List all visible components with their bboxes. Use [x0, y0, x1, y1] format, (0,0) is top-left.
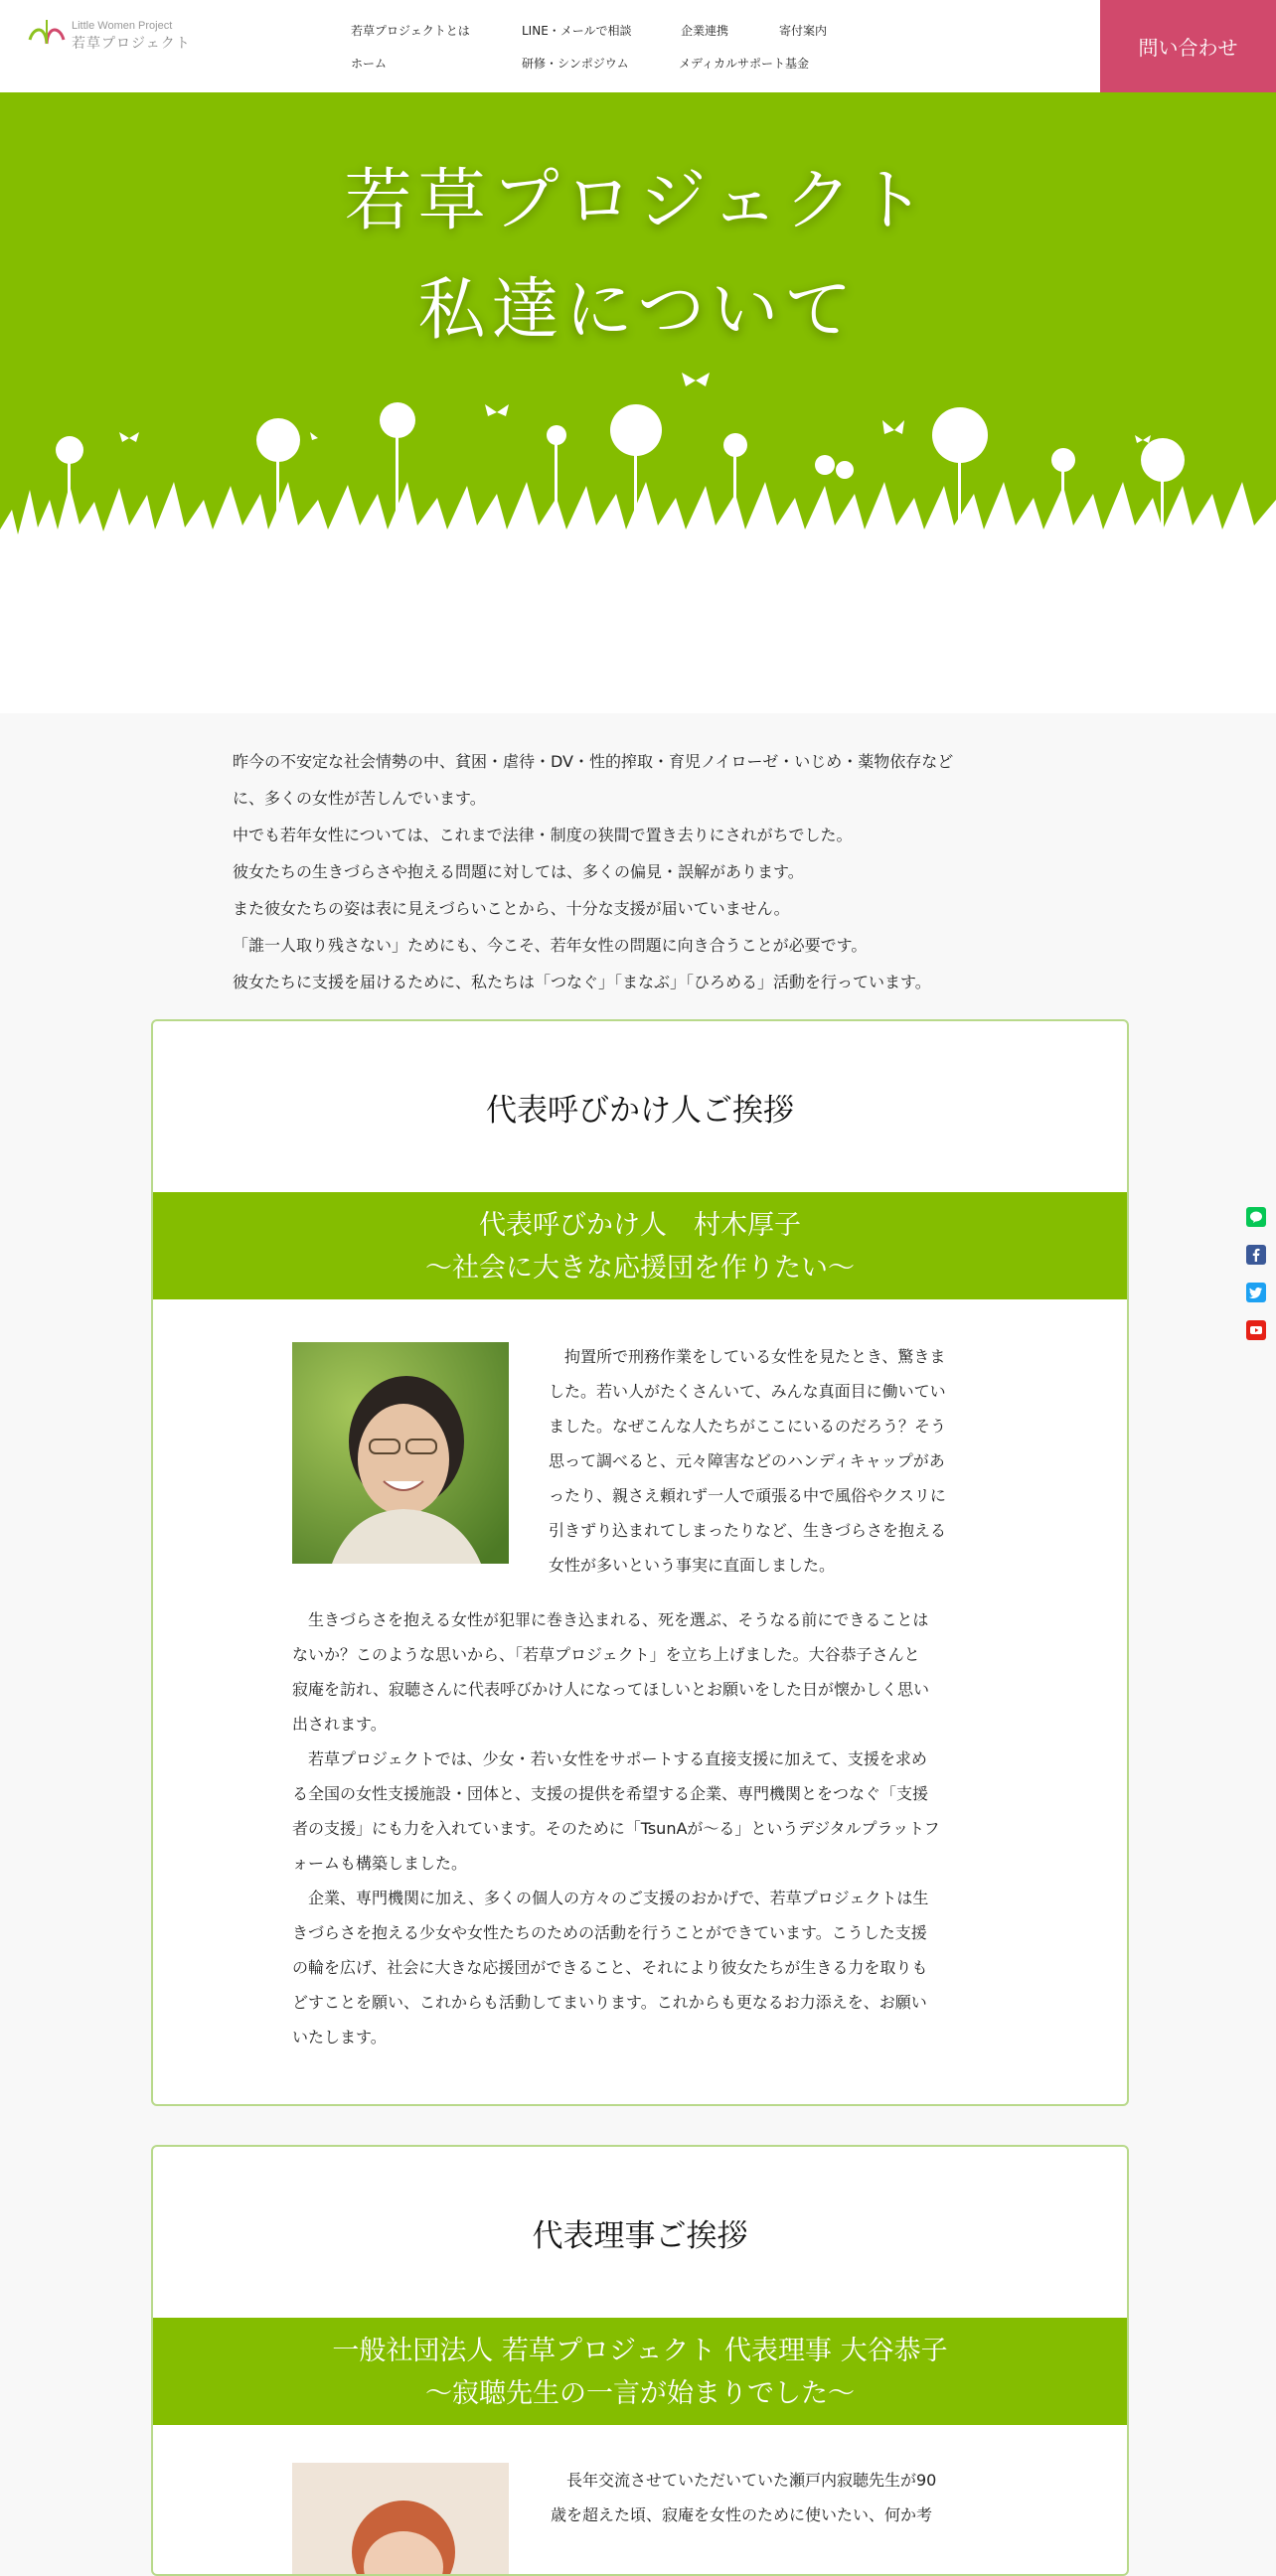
greeting-card-chair: [151, 2145, 1129, 2576]
youtube-share-icon[interactable]: [1246, 1320, 1266, 1340]
greeting-card-founder: [151, 1019, 1129, 2106]
line-share-icon[interactable]: [1246, 1207, 1266, 1227]
band-title-line1: 代表呼びかけ人 村木厚子: [479, 1210, 801, 1241]
greeting-line: 引きずり込まれてしまったりなど、生きづらさを抱える: [549, 1521, 947, 1540]
greeting-line: いたします。: [292, 2028, 387, 2046]
greeting-intro-text: [549, 1339, 986, 1583]
greeting-line: した。若い人がたくさんいて、みんな真面目に働いてい: [549, 1382, 946, 1401]
intro-line: 中でも若年女性については、これまで法律・制度の狭間で置き去りにされがちでした。: [233, 826, 853, 844]
greeting-line: 者の支援」にも力を入れています。そのために「TsunAが～る」というデジタルプラットフ: [292, 1819, 940, 1838]
nav-medical-fund[interactable]: メディカルサポート基金: [679, 57, 810, 71]
card-title-band: [153, 1192, 1127, 1299]
contact-button[interactable]: 問い合わせ: [1100, 0, 1276, 92]
card-heading: 代表呼びかけ人ご挨拶: [486, 1093, 794, 1129]
greeting-line: 拘置所で刑務作業をしている女性を見たとき、驚きま: [549, 1347, 946, 1366]
greeting-line: ました。なぜこんな人たちがここにいるのだろう？そう: [549, 1417, 947, 1436]
portrait-photo: [292, 1342, 509, 1564]
band-title-line2: ～社会に大きな応援団を作りたい～: [425, 1253, 855, 1284]
card-title-band: [153, 2318, 1127, 2425]
band-title-line1: 一般社団法人 若草プロジェクト 代表理事 大谷恭子: [332, 2336, 948, 2366]
greeting-line: 生きづらさを抱える女性が犯罪に巻き込まれる、死を選ぶ、そうなる前にできることは: [292, 1610, 929, 1629]
intro-text: [233, 743, 1057, 1000]
site-header: [0, 0, 1276, 92]
greeting-intro-text: [551, 2463, 988, 2532]
greeting-line: 歳を超えた頃、寂庵を女性のために使いたい、何か考: [551, 2505, 933, 2524]
facebook-share-icon[interactable]: [1246, 1245, 1266, 1265]
greeting-line: 女性が多いという事実に直面しました。: [549, 1556, 836, 1575]
greeting-line: ったり、親さえ頼れず一人で頑張る中で風俗やクスリに: [549, 1486, 946, 1505]
nav-training[interactable]: 研修・シンポジウム: [522, 57, 629, 71]
nav-corporate[interactable]: 企業連携: [681, 24, 729, 38]
greeting-line: る全国の女性支援施設・団体と、支援の提供を希望する企業、専門機関とをつなぐ「支援: [292, 1784, 929, 1803]
intro-line: また彼女たちの姿は表に見えづらいことから、十分な支援が届いていません。: [233, 899, 790, 918]
greeting-line: 若草プロジェクトでは、少女・若い女性をサポートする直接支援に加えて、支援を求め: [292, 1749, 927, 1768]
greeting-body-text: [292, 1602, 1008, 2054]
greeting-line: 寂庵を訪れ、寂聴さんに代表呼びかけ人になってほしいとお願いをした日が懐かしく思い: [292, 1680, 929, 1699]
nav-donation[interactable]: 寄付案内: [779, 24, 828, 38]
greeting-line: どすことを願い、これからも活動してまいります。これからも更なるお力添えを、お願い: [292, 1993, 927, 2012]
hero-title-line1: 若草プロジェクト: [344, 162, 932, 240]
portrait-photo: [292, 2463, 509, 2576]
greeting-line: 長年交流させていただいていた瀬戸内寂聴先生が90: [551, 2471, 937, 2490]
logo-english-text: Little Women Project: [72, 20, 173, 32]
intro-line: 昨今の不安定な社会情勢の中、貧困・虐待・DV・性的搾取・育児ノイローゼ・いじめ・薬物依存など: [233, 752, 954, 771]
greeting-line: ォームも構築しました。: [292, 1854, 468, 1873]
intro-line: 「誰一人取り残さない」ためにも、今こそ、若年女性の問題に向き合うことが必要です。: [233, 936, 868, 955]
greeting-line: きづらさを抱える少女や女性たちのための活動を行うことができています。こうした支援: [292, 1923, 927, 1942]
intro-line: 彼女たちに支援を届けるために、私たちは「つなぐ」「まなぶ」「ひろめる」活動を行っています。: [233, 973, 931, 991]
hero-banner: [0, 92, 1276, 713]
leaf-logo-icon: [26, 14, 68, 54]
greeting-line: 企業、専門機関に加え、多くの個人の方々のご支援のおかげで、若草プロジェクトは生: [292, 1889, 929, 1907]
intro-line: 彼女たちの生きづらさや抱える問題に対しては、多くの偏見・誤解があります。: [233, 862, 804, 881]
greeting-line: ないか？このような思いから、「若草プロジェクト」を立ち上げました。大谷恭子さんと: [292, 1645, 920, 1664]
twitter-share-icon[interactable]: [1246, 1283, 1266, 1302]
intro-line: に、多くの女性が苦しんでいます。: [233, 789, 486, 808]
greeting-line: 出されます。: [292, 1715, 387, 1734]
band-title-line2: ～寂聴先生の一言が始まりでした～: [425, 2378, 855, 2409]
logo-japanese-text: 若草プロジェクト: [72, 36, 191, 52]
greeting-line: 思って調べると、元々障害などのハンディキャップがあ: [549, 1451, 945, 1470]
nav-line-mail-consult[interactable]: LINE・メールで相談: [522, 24, 632, 38]
site-logo[interactable]: [26, 14, 191, 54]
card-heading: 代表理事ご挨拶: [532, 2218, 748, 2254]
hero-title-line2: 私達について: [417, 271, 859, 350]
nav-about[interactable]: 若草プロジェクトとは: [351, 24, 470, 38]
greeting-line: の輪を広げ、社会に大きな応援団ができること、それにより彼女たちが生きる力を取りも: [292, 1958, 928, 1977]
nav-home[interactable]: ホーム: [351, 57, 388, 71]
